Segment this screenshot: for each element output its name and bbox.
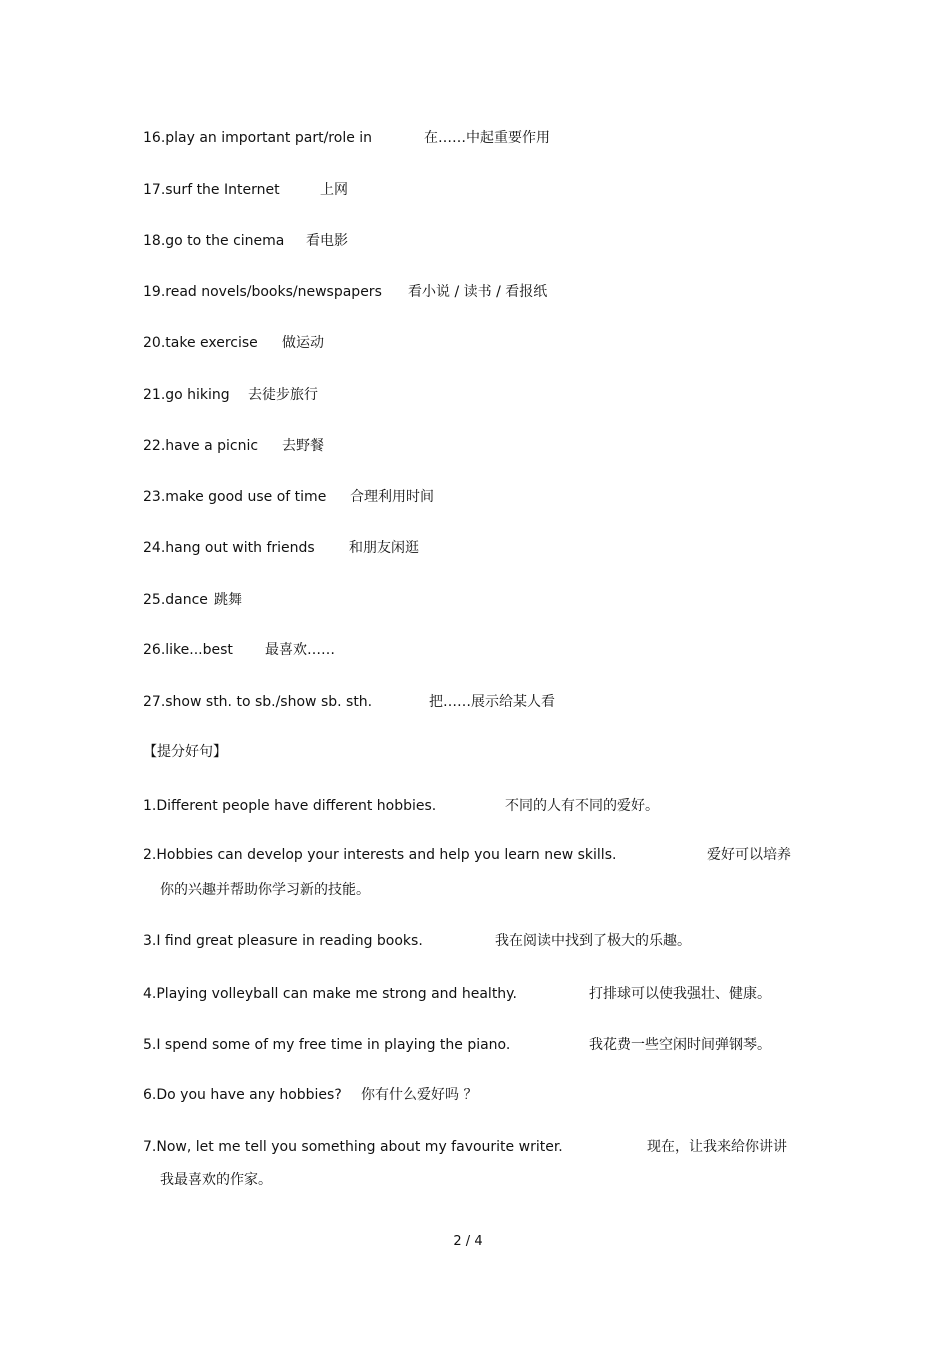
sentence-english: 4.Playing volleyball can make me strong and healthy. (143, 986, 517, 1002)
phrase-english: 17.surf the Internet (143, 182, 280, 198)
sentence-chinese: 我在阅读中找到了极大的乐趣。 (495, 933, 691, 949)
phrase-chinese: 跳舞 (214, 592, 242, 608)
phrase-chinese: 看小说 / 读书 / 看报纸 (408, 284, 548, 300)
phrase-english: 21.go hiking (143, 387, 230, 403)
phrase-chinese: 去野餐 (282, 438, 324, 454)
sentence-english: 1.Different people have different hobbies. (143, 798, 437, 814)
phrase-english: 22.have a picnic (143, 438, 259, 454)
sentence-english: 3.I find great pleasure in reading books. (143, 933, 423, 949)
sentence-english: 2.Hobbies can develop your interests and help you learn new skills. (143, 847, 617, 863)
sentence-english: 5.I spend some of my free time in playing the piano. (143, 1037, 511, 1053)
section-heading: 【提分好句】 (143, 744, 227, 760)
phrase-english: 19.read novels/books/newspapers (143, 284, 382, 300)
phrase-chinese: 合理利用时间 (350, 489, 434, 505)
sentence-chinese: 我花费一些空闲时间弹钢琴。 (589, 1037, 771, 1053)
sentence-chinese-continuation: 你的兴趣并帮助你学习新的技能。 (160, 882, 370, 898)
phrase-english: 25.dance (143, 592, 208, 608)
phrase-chinese: 看电影 (306, 233, 348, 249)
phrase-chinese: 做运动 (282, 335, 324, 351)
sentence-chinese: 不同的人有不同的爱好。 (505, 798, 659, 814)
phrase-chinese: 在……中起重要作用 (424, 130, 550, 146)
sentence-chinese: 现在，让我来给你讲讲 (647, 1139, 787, 1155)
sentence-chinese: 你有什么爱好吗 ？ (361, 1087, 478, 1103)
sentence-english: 6.Do you have any hobbies? (143, 1087, 342, 1103)
phrase-english: 18.go to the cinema (143, 233, 285, 249)
phrase-english: 26.like...best (143, 642, 233, 658)
phrase-chinese: 去徒步旅行 (248, 387, 318, 403)
phrase-chinese: 最喜欢…… (265, 642, 335, 658)
sentence-english: 7.Now, let me tell you something about my favourite writer. (143, 1139, 563, 1155)
sentence-chinese: 打排球可以使我强壮、健康。 (589, 986, 771, 1002)
phrase-english: 16.play an important part/role in (143, 130, 373, 146)
phrase-chinese: 和朋友闲逛 (349, 540, 419, 556)
phrase-english: 20.take exercise (143, 335, 258, 351)
phrase-english: 24.hang out with friends (143, 540, 315, 556)
page-number: 2 / 4 (453, 1234, 483, 1249)
phrase-chinese: 把……展示给某人看 (429, 694, 555, 710)
sentence-chinese-continuation: 我最喜欢的作家。 (160, 1172, 272, 1188)
phrase-chinese: 上网 (320, 182, 348, 198)
sentence-chinese: 爱好可以培养 (707, 847, 791, 863)
phrase-english: 27.show sth. to sb./show sb. sth. (143, 694, 373, 710)
phrase-english: 23.make good use of time (143, 489, 327, 505)
